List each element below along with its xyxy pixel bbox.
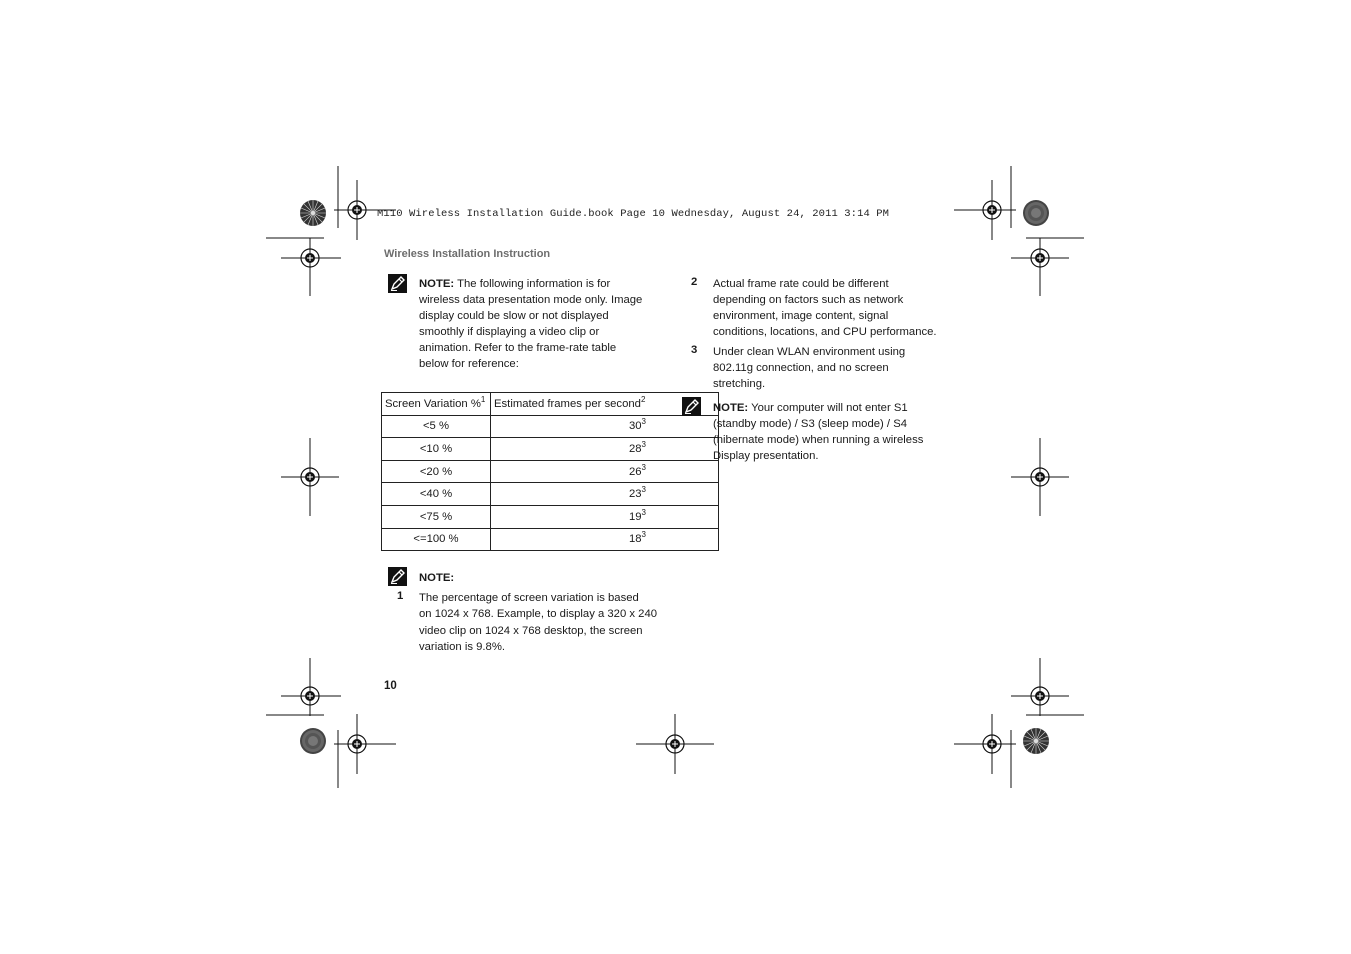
- table-row: [382, 415, 719, 438]
- note-3-line: Your computer will not enter S1: [751, 402, 908, 414]
- page-number: 10: [384, 680, 397, 692]
- note-1-line: animation. Refer to the frame-rate table: [419, 342, 617, 354]
- table-header-cell: Estimated frames per second$^2$: [491, 393, 719, 416]
- note-1: [419, 276, 659, 372]
- footnote-line: video clip on 1024 x 768 desktop, the screen: [419, 624, 643, 637]
- starburst-target-icon: [300, 728, 326, 754]
- variation-cell: <20 %: [382, 460, 491, 483]
- footnote-line: stretching.: [713, 378, 766, 390]
- footnote-line: conditions, locations, and CPU performance.: [713, 326, 937, 338]
- note-1-line: display could be slow or not displayed: [419, 310, 609, 322]
- note-label: NOTE:: [713, 402, 749, 414]
- footnote-line: The percentage of screen variation is based: [419, 592, 639, 604]
- note-label: NOTE:: [419, 278, 455, 290]
- starburst-target-icon: [300, 200, 326, 226]
- footnote-3: [713, 344, 958, 392]
- note-3-line: (hibernate mode) when running a wireless: [713, 434, 924, 446]
- footnote-line: Under clean WLAN environment using: [713, 346, 906, 358]
- footnote-line: variation is 9.8%.: [419, 640, 506, 653]
- frame-rate-table: [381, 392, 719, 551]
- footnote-line: Actual frame rate could be different: [713, 278, 889, 290]
- note-1-line: The following information is for: [457, 278, 611, 290]
- starburst-target-icon: [1023, 200, 1049, 226]
- fps-cell: $30^3$: [491, 415, 719, 438]
- footnote-line: on 1024 x 768. Example, to display a 320 x 240: [419, 608, 658, 621]
- table-header-cell: Screen Variation %$^1$: [382, 393, 491, 416]
- note-1-line: below for reference:: [419, 358, 519, 370]
- note-3: [713, 400, 958, 464]
- note-2-label: NOTE:: [419, 572, 455, 584]
- note-3-line: (standby mode) / S3 (sleep mode) / S4: [713, 418, 908, 430]
- table-header-row: [382, 393, 719, 416]
- table-row: [382, 528, 719, 551]
- fps-cell: $19^3$: [491, 505, 719, 528]
- slug-line: M110 Wireless Installation Guide.book Page 10 Wednesday, August 24, 2011 3:14 PM: [377, 208, 890, 220]
- fps-cell: $26^3$: [491, 460, 719, 483]
- footnote-number: 3: [691, 344, 698, 356]
- footnote-2: [713, 276, 958, 340]
- variation-cell: <10 %: [382, 438, 491, 461]
- running-head: Wireless Installation Instruction: [384, 248, 551, 260]
- variation-cell: <40 %: [382, 483, 491, 506]
- footnote-1: [419, 590, 659, 655]
- variation-cell: <5 %: [382, 415, 491, 438]
- variation-cell: <75 %: [382, 505, 491, 528]
- note-pencil-icon: [388, 274, 407, 293]
- starburst-target-icon: [1023, 728, 1049, 754]
- table-row: [382, 483, 719, 506]
- footnote-line: depending on factors such as network: [713, 294, 904, 306]
- note-pencil-icon: [388, 567, 407, 586]
- footnote-line: environment, image content, signal: [713, 310, 889, 322]
- footnote-number: 2: [691, 276, 698, 288]
- note-1-line: smoothly if displaying a video clip or: [419, 326, 600, 338]
- fps-cell: $28^3$: [491, 438, 719, 461]
- note-1-line: wireless data presentation mode only. Image: [419, 294, 643, 306]
- note-3-line: Display presentation.: [713, 450, 819, 462]
- note-pencil-icon: [682, 397, 701, 416]
- footnote-line: 802.11g connection, and no screen: [713, 362, 889, 374]
- fps-cell: $18^3$: [491, 528, 719, 551]
- fps-cell: $23^3$: [491, 483, 719, 506]
- table-row: [382, 505, 719, 528]
- variation-cell: <=100 %: [382, 528, 491, 551]
- table-row: [382, 460, 719, 483]
- footnote-number: 1: [397, 590, 404, 602]
- table-row: [382, 438, 719, 461]
